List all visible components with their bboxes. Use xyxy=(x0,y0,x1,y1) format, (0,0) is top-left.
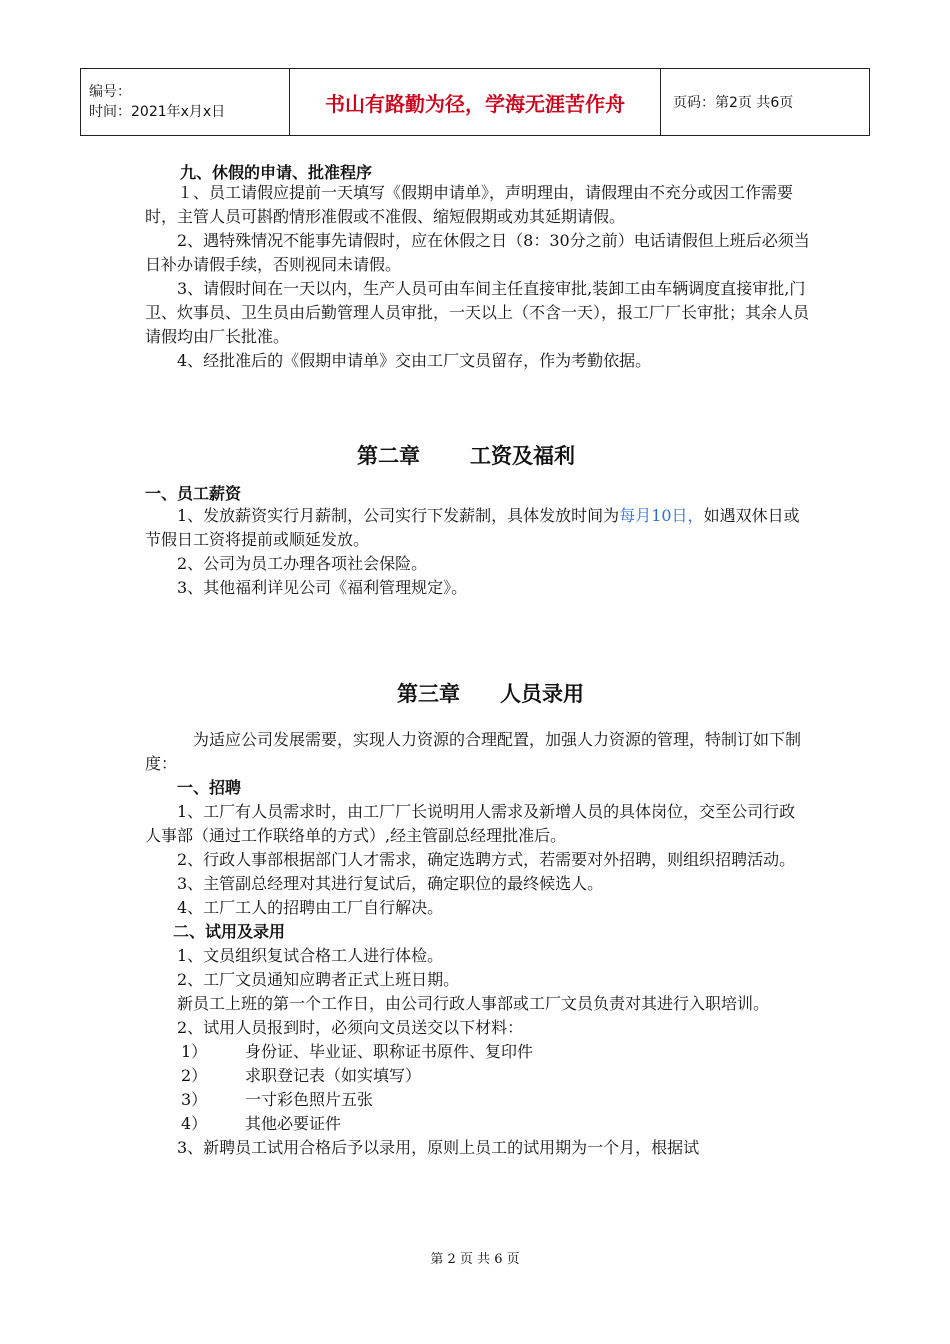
paragraph-line: 2、试用人员报到时，必须向文员送交以下材料： xyxy=(177,1018,524,1037)
list-item: 4） 其他必要证件 xyxy=(181,1114,342,1133)
paragraph-line: 3、新聘员工试用合格后予以录用，原则上员工的试用期为一个月，根据试 xyxy=(177,1138,700,1157)
section-title: 一、招聘 xyxy=(177,778,242,797)
header-table xyxy=(80,68,870,136)
paragraph-line: 2、行政人事部根据部门人才需求，确定选聘方式，若需要对外招聘，则组织招聘活动。 xyxy=(177,850,796,869)
paragraph-line: 1、发放薪资实行月薪制，公司实行下发薪制，具体发放时间为每月10日，如遇双休日或节假日工资将提前或顺延发放。 xyxy=(145,506,800,549)
pay-date-highlight: 每月10日， xyxy=(619,506,704,525)
list-item: 3） 一寸彩色照片五张 xyxy=(181,1090,374,1109)
header-page-label: 页码：第2页 共6页 xyxy=(661,69,870,136)
paragraph xyxy=(145,504,810,600)
paragraph-line: 4、工厂工人的招聘由工厂自行解决。 xyxy=(177,898,444,917)
paragraph-line: 2、公司为员工办理各项社会保险。 xyxy=(177,554,428,573)
paragraph-line: 1、工厂有人员需求时，由工厂厂长说明用人需求及新增人员的具体岗位，交至公司行政人事部（通过工作联络单的方式）,经主管副总经理批准后。 xyxy=(145,802,796,845)
header-motto: 书山有路勤为径，学海无涯苦作舟 xyxy=(290,69,661,136)
section-title: 九、休假的申请、批准程序 xyxy=(180,163,373,182)
section-title: 二、试用及录用 xyxy=(173,922,286,941)
chapter-heading xyxy=(397,678,584,708)
list-item: 1） 身份证、毕业证、职称证书原件、复印件 xyxy=(181,1042,534,1061)
chapter-title: 工资及福利 xyxy=(470,444,575,468)
paragraph-line: 3、主管副总经理对其进行复试后，确定职位的最终候选人。 xyxy=(177,874,604,893)
paragraph-line: 2、遇特殊情况不能事先请假时，应在休假之日（8：30分之前）电话请假但上班后必须当日补办请假手续，否则视同未请假。 xyxy=(145,231,810,274)
paragraph-line: 为适应公司发展需要，实现人力资源的合理配置，加强人力资源的管理，特制订如下制度： xyxy=(145,730,802,773)
paragraph-line: 1、文员组织复试合格工人进行体检。 xyxy=(177,946,444,965)
chapter-number: 第三章 xyxy=(397,682,460,706)
number-label: 编号： xyxy=(89,84,131,100)
header-left-cell xyxy=(81,69,290,136)
time-label: 时间：2021年x月x日 xyxy=(89,104,226,120)
chapter-title: 人员录用 xyxy=(500,682,584,706)
paragraph-line: 3、请假时间在一天以内，生产人员可由车间主任直接审批,装卸工由车辆调度直接审批,门卫、炊事员、卫生员由后勤管理人员审批，一天以上（不含一天），报工厂厂长审批；其余人员请假均由厂长批准。 xyxy=(145,279,810,346)
paragraph-line: 新员工上班的第一个工作日，由公司行政人事部或工厂文员负责对其进行入职培训。 xyxy=(177,994,770,1013)
paragraph-line: 2、工厂文员通知应聘者正式上班日期。 xyxy=(177,970,460,989)
chapter-number: 第二章 xyxy=(357,444,420,468)
chapter-heading xyxy=(357,440,575,470)
paragraph-line: １、员工请假应提前一天填写《假期申请单》，声明理由，请假理由不充分或因工作需要时，主管人员可斟酌情形准假或不准假、缩短假期或劝其延期请假。 xyxy=(145,183,794,226)
paragraph-line: 3、其他福利详见公司《福利管理规定》。 xyxy=(177,578,468,597)
page-footer: 第 2 页 共 6 页 xyxy=(430,1252,520,1267)
list-item: 2） 求职登记表（如实填写） xyxy=(181,1066,422,1085)
paragraph xyxy=(145,181,810,373)
paragraph-line: 4、经批准后的《假期申请单》交由工厂文员留存，作为考勤依据。 xyxy=(177,351,652,370)
paragraph xyxy=(145,728,810,1160)
section-title: 一、员工薪资 xyxy=(145,484,242,503)
